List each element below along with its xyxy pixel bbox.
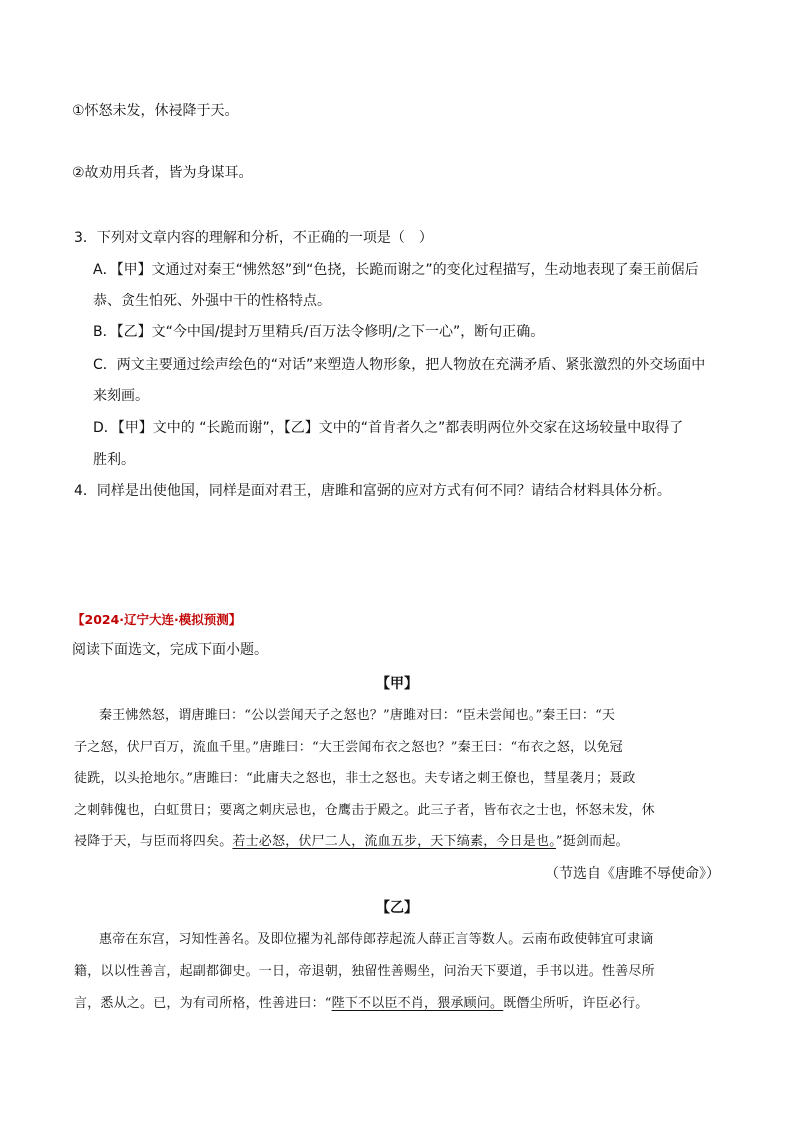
item-2: ②故劝用兵者，皆为身谋耳。 [72, 165, 253, 181]
passage-yi-heading: 【乙】 [376, 900, 418, 916]
item-1: ①怀怒未发，休祲降于天。 [72, 103, 239, 119]
section-instruction: 阅读下面选文，完成下面小题。 [72, 642, 268, 658]
passage-yi-underlined-sentence: 陛下不以臣不肖，猥承顾问。 [331, 996, 504, 1011]
section-source-tag: 【2024·辽宁大连·模拟预测】 [72, 612, 242, 627]
option-a-line-2: 恭、贪生怕死、外强中干的性格特点。 [93, 293, 331, 309]
option-a-line-1: A．【甲】文通过对秦王“怫然怒”到“色挠，长跪而谢之”的变化过程描写，生动地表现了秦王前倨后 [93, 262, 699, 278]
passage-jia-underlined-sentence: 若士必怒，伏尸二人，流血五步，天下缟素，今日是也。 [232, 834, 556, 849]
passage-yi-line-1: 惠帝在东宫，习知性善名。及即位擢为礼部侍郎荐起流人薛正言等数人。云南布政使韩宜可隶谪 [99, 932, 654, 947]
option-d-line-1: D．【甲】文中的 “长跪而谢”，【乙】文中的“首肯者久之”都表明两位外交家在这场较量中取得了 [93, 420, 684, 436]
passage-jia-line-2: 子之怒，伏尸百万，流血千里。”唐雎曰：“大王尝闻布衣之怒也？”秦王曰：“布衣之怒，以免冠 [74, 740, 623, 755]
passage-jia-heading: 【甲】 [376, 676, 418, 692]
passage-jia-source: （节选自《唐雎不辱使命》） [545, 866, 720, 882]
passage-jia-line-4: 之刺韩傀也，白虹贯日；要离之刺庆忌也，仓鹰击于殿之。此三子者，皆布衣之士也，怀怒未发，休 [74, 803, 655, 818]
passage-yi-line-3 [74, 994, 648, 1014]
question-3-stem: 3．下列对文章内容的理解和分析，不正确的一项是（ ） [74, 230, 433, 246]
passage-jia-line-3: 徒跣，以头抢地尔。”唐雎曰：“此庸夫之怒也，非士之怒也。夫专诸之刺王僚也，彗星袭月；聂政 [74, 771, 636, 786]
option-b: B．【乙】文“今中国/提封万里精兵/百万法令修明/之下一心”，断句正确。 [93, 324, 545, 340]
passage-jia-line-1: 秦王怫然怒，谓唐雎曰：“公以尝闻天子之怒也？”唐雎对曰：“臣未尝闻也。”秦王曰：“天 [99, 708, 616, 723]
passage-yi-line-3-end: 既僭尘所听，许臣必行。 [503, 996, 649, 1011]
passage-yi-line-2: 籍，以以性善言，起副都御史。一日，帝退朝，独留性善赐坐，问治天下要道，手书以进。性善尽所 [74, 964, 655, 979]
option-d-line-2: 胜利。 [93, 452, 135, 468]
option-c-line-2: 来刻画。 [93, 388, 149, 404]
question-4: 4．同样是出使他国，同样是面对君王，唐雎和富弼的应对方式有何不同？请结合材料具体分析。 [74, 483, 671, 499]
option-c-line-1: C．两文主要通过绘声绘色的“对话”来塑造人物形象，把人物放在充满矛盾、紧张激烈的外交场面中 [93, 357, 706, 373]
passage-jia-line-5 [74, 832, 629, 852]
passage-yi-line-3-start: 言，悉从之。已，为有司所格，性善进曰：“ [74, 996, 332, 1011]
passage-jia-line-5-end: ”挺剑而起。 [555, 834, 629, 849]
passage-jia-line-5-start: 祲降于天，与臣而将四矣。 [74, 834, 233, 849]
